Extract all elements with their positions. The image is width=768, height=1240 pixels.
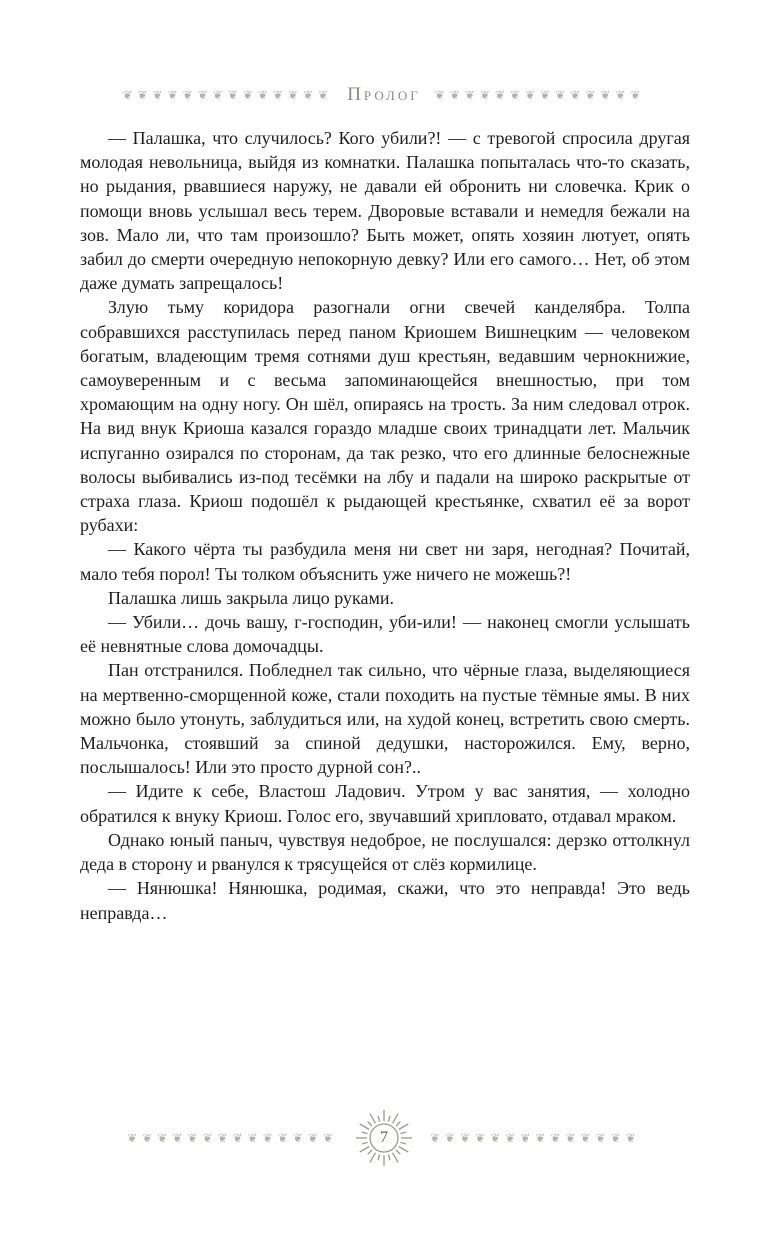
paragraph: Злую тьму коридора разогнали огни свечей канделябра. Толпа собравшихся расступилась перед паном Криошем Вишнецким — человеком богатым, владеющим тремя сотнями душ крестьян, ведавшим чернокнижие, самоуверенным и с весьма запоминающейся внешностью, при том хромающим на одну ногу. Он шёл, опираясь на трость. За ним следовал отрок. На вид внук Криоша казался гораздо младше своих тринадцати лет. Мальчик испуганно озирался по сторонам, да так резко, что его длинные белоснежные волосы выбивались из-под тесёмки на лбу и падали на широко раскрытые от страха глаза. Криош подошёл к рыдающей крестьянке, схватил её за ворот рубахи: xyxy=(80,297,690,536)
ornament-chain-icon: ❦❦❦❦❦❦❦❦❦❦❦❦❦❦ xyxy=(434,89,646,101)
paragraph: Палашка лишь закрыла лицо руками. xyxy=(108,587,395,608)
paragraph: — Какого чёрта ты разбудила меня ни свет ни заря, негодная? Почитай, мало тебя порол! Ты толком объяснить уже ничего не можешь?! xyxy=(80,539,690,584)
paragraph: — Нянюшка! Нянюшка, родимая, скажи, что это неправда! Это ведь неправда… xyxy=(80,878,690,923)
paragraph: — Убили… дочь вашу, г-господин, уби-или! — наконец смогли услышать её невнятные слова домочадцы. xyxy=(80,612,690,657)
page-footer xyxy=(0,1102,768,1174)
page-number: 7 xyxy=(380,1129,388,1146)
ornament-chain-icon: ❦❦❦❦❦❦❦❦❦❦❦❦❦❦ xyxy=(127,1132,338,1144)
body-text xyxy=(80,126,690,1086)
chapter-header xyxy=(0,84,768,106)
ornament-chain-icon: ❦❦❦❦❦❦❦❦❦❦❦❦❦❦ xyxy=(122,89,334,101)
paragraph: Однако юный паныч, чувствуя недоброе, не послушался: дерзко оттолкнул деда в сторону и рванулся к трясущейся от слёз кормилице. xyxy=(80,829,690,875)
paragraph: Пан отстранился. Побледнел так сильно, что чёрные глаза, выделяющиеся на мертвенно-сморщенной коже, стали походить на пустые тёмные ямы. В них можно было утонуть, заблудиться или, на худой конец, встретить свою смерть. Мальчонка, стоявший за спиной дедушки, насторожился. Ему, верно, послышалось! Или это просто дурной сон?.. xyxy=(80,660,690,778)
sun-ornament-icon xyxy=(348,1102,420,1174)
paragraph: — Палашка, что случилось? Кого убили?! — с тревогой спросила другая молодая невольница, выйдя из комнатки. Палашка попыталась что-то сказать, но рыдания, рвавшиеся наружу, не давали ей обронить ни словечка. Крик о помощи вновь услышал весь терем. Дворовые вставали и немедля бежали на зов. Мало ли, что там произошло? Быть может, опять хозяин лютует, опять забил до смерти очередную непокорную девку? Или его самого… Нет, об этом даже думать запрещалось! xyxy=(80,128,690,294)
paragraph: — Идите к себе, Властош Ладович. Утром у вас занятия, — холодно обратился к внуку Криош. Голос его, звучавший хрипловато, отдавал мраком. xyxy=(80,781,690,826)
chapter-title: Пролог xyxy=(347,84,421,105)
ornament-chain-icon: ❦❦❦❦❦❦❦❦❦❦❦❦❦❦ xyxy=(430,1132,641,1144)
